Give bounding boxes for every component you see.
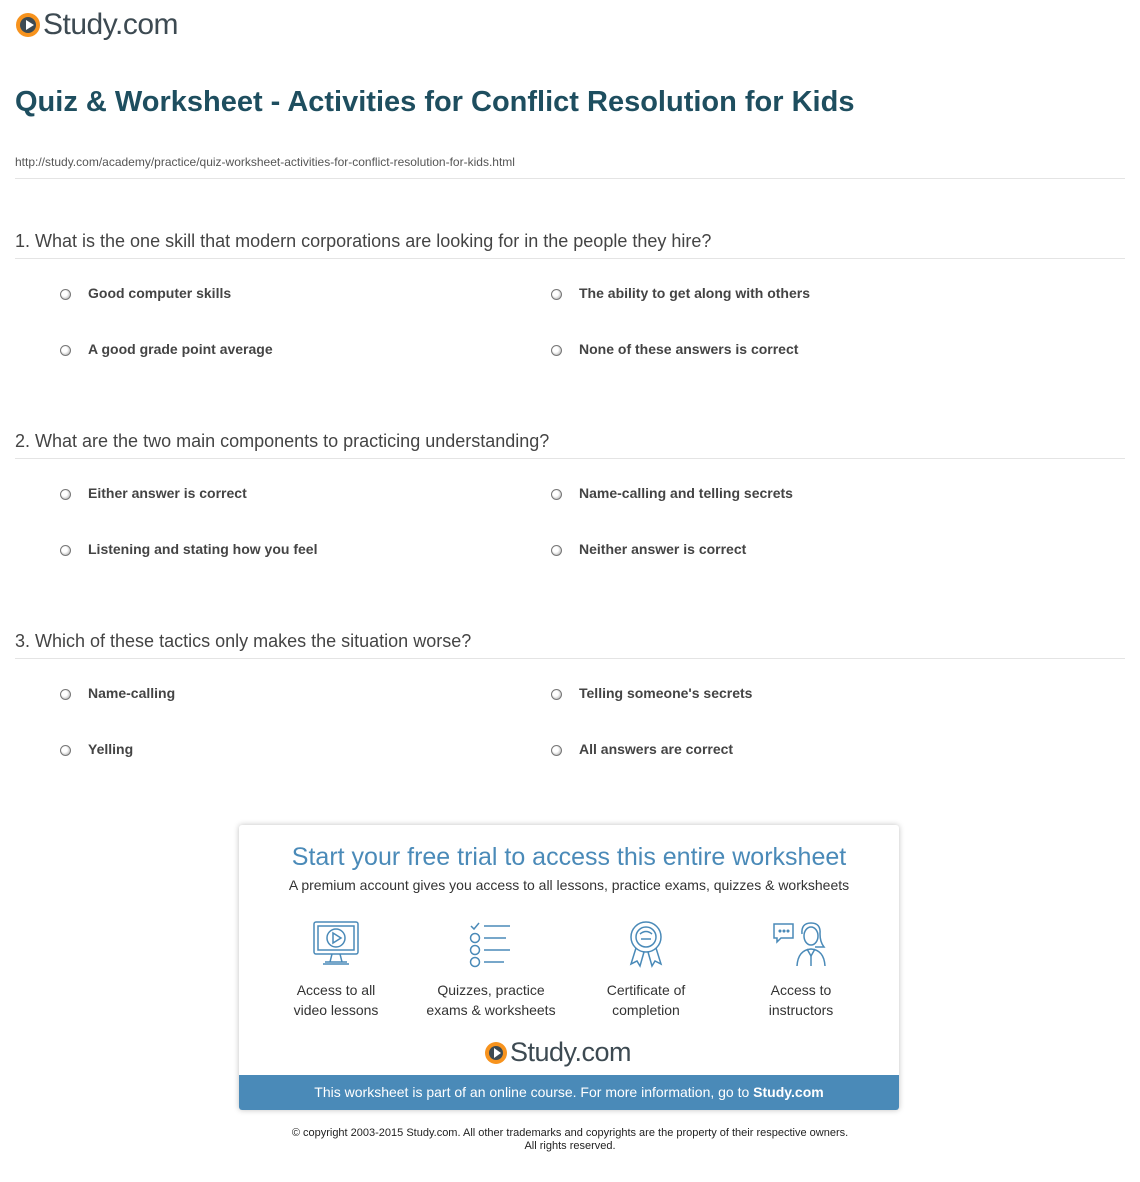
promo-bar-link[interactable]: Study.com (753, 1084, 824, 1100)
header-divider (15, 178, 1125, 179)
question-text: 2. What are the two main components to practicing understanding? (15, 431, 550, 451)
feature-quizzes (416, 920, 566, 1020)
promo-bar-text: This worksheet is part of an online course. For more information, go to (314, 1084, 750, 1100)
answer-label: Either answer is correct (88, 485, 247, 501)
radio-button[interactable] (551, 745, 562, 756)
answer-label: None of these answers is correct (579, 341, 799, 357)
answer-option[interactable] (60, 341, 273, 357)
answer-option[interactable] (551, 685, 752, 701)
page-title: Quiz & Worksheet - Activities for Conflict Resolution for Kids (15, 86, 855, 118)
answer-option[interactable] (551, 485, 793, 501)
radio-button[interactable] (551, 345, 562, 356)
radio-button[interactable] (551, 689, 562, 700)
answer-label: Good computer skills (88, 285, 232, 301)
feature-label: Access to instructors (768, 982, 834, 1018)
study-logo-text: Study.com (43, 8, 178, 41)
answer-label: A good grade point average (88, 341, 273, 357)
study-logo[interactable] (16, 10, 178, 40)
question-text: 3. Which of these tactics only makes the situation worse? (15, 631, 472, 651)
radio-button[interactable] (60, 289, 71, 300)
question-2 (15, 430, 1125, 570)
copyright (0, 1127, 1140, 1153)
question-divider (15, 658, 1125, 659)
free-trial-promo (239, 825, 899, 1110)
promo-title[interactable]: Start your free trial to access this entire worksheet (291, 843, 847, 871)
answer-label: Listening and stating how you feel (88, 541, 318, 557)
radio-button[interactable] (551, 489, 562, 500)
answer-label: Telling someone's secrets (579, 685, 753, 701)
video-lesson-icon (311, 920, 361, 968)
promo-info-bar (239, 1075, 899, 1110)
feature-instructors (726, 920, 876, 1020)
radio-button[interactable] (60, 345, 71, 356)
copyright-line: © copyright 2003-2015 Study.com. All other trademarks and copyrights are the property of their respective owners. (291, 1127, 849, 1139)
answer-option[interactable] (551, 341, 798, 357)
question-divider (15, 258, 1125, 259)
radio-button[interactable] (551, 545, 562, 556)
radio-button[interactable] (60, 489, 71, 500)
answer-option[interactable] (551, 541, 746, 557)
answer-option[interactable] (60, 741, 133, 757)
feature-label: Access to all video lessons (293, 982, 379, 1018)
feature-video-lessons (261, 920, 411, 1020)
feature-label: Certificate of completion (606, 982, 686, 1018)
answer-label: Neither answer is correct (579, 541, 747, 557)
feature-certificate (571, 920, 721, 1020)
question-3 (15, 630, 1125, 770)
feature-label: Quizzes, practice exams & worksheets (426, 982, 556, 1018)
promo-subtitle: A premium account gives you access to all lessons, practice exams, quizzes & worksheets (288, 877, 850, 893)
answer-option[interactable] (60, 541, 317, 557)
promo-study-logo[interactable] (485, 1039, 631, 1066)
answer-label: The ability to get along with others (579, 285, 811, 301)
answer-option[interactable] (60, 485, 247, 501)
radio-button[interactable] (60, 545, 71, 556)
radio-button[interactable] (551, 289, 562, 300)
study-logo-icon (485, 1042, 507, 1064)
radio-button[interactable] (60, 689, 71, 700)
copyright-line: All rights reserved. (524, 1140, 616, 1152)
page-url: http://study.com/academy/practice/quiz-worksheet-activities-for-conflict-resolution-for-kids.html (15, 155, 515, 169)
study-logo-text: Study.com (510, 1037, 632, 1067)
quiz-list-icon (466, 920, 516, 968)
radio-button[interactable] (60, 745, 71, 756)
question-1 (15, 230, 1125, 370)
certificate-icon (621, 920, 671, 968)
answer-label: All answers are correct (579, 741, 734, 757)
answer-option[interactable] (60, 285, 231, 301)
answer-option[interactable] (551, 285, 810, 301)
question-text: 1. What is the one skill that modern corporations are looking for in the people they hire? (15, 231, 712, 251)
answer-label: Yelling (88, 741, 134, 757)
instructor-icon (771, 920, 831, 968)
question-divider (15, 458, 1125, 459)
study-logo-icon (16, 13, 40, 37)
answer-label: Name-calling (88, 685, 176, 701)
answer-option[interactable] (60, 685, 175, 701)
answer-option[interactable] (551, 741, 733, 757)
answer-label: Name-calling and telling secrets (579, 485, 793, 501)
